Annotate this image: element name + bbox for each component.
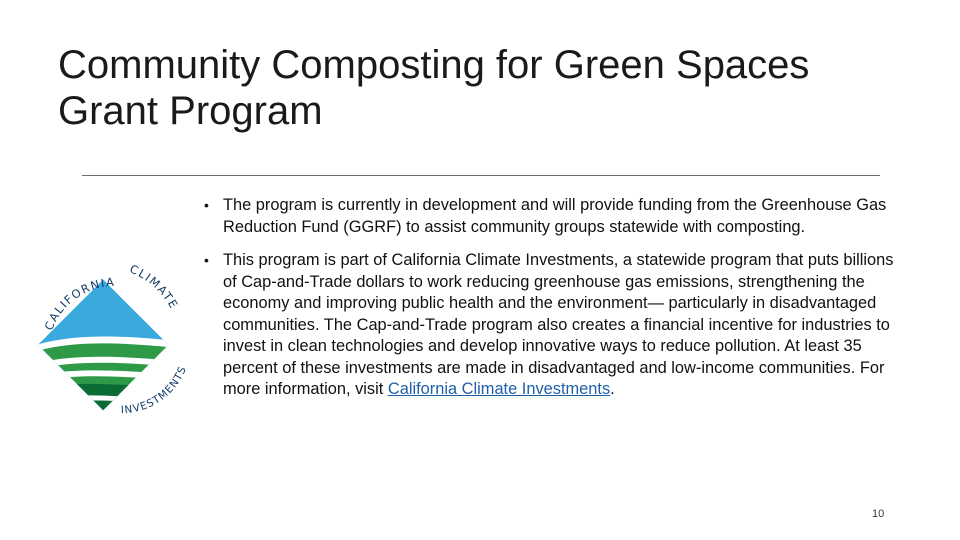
logo-text-investments: INVESTMENTS: [120, 364, 190, 417]
slide-title: Community Composting for Green Spaces Grant Program: [58, 43, 810, 133]
bullet-text: This program is part of California Climate Investments, a statewide program that puts billions of Cap-and-Trade dollars to work reducing greenhouse gas emissions, strengthening the economy and improving public health and the environment— particularly in disadvantaged communities. The Cap-and-Trade program also creates a financial incentive for industries to invest in clean technologies and develop innovative ways to reduce pollution. At least 35 percent of these investments are made in disadvantaged and low-income communities. For more information, visit: [223, 251, 894, 398]
bullet-mark: •: [204, 197, 209, 213]
title-divider: [82, 175, 880, 176]
page-number: 10: [872, 508, 885, 520]
logo-text-california: CALIFORNIA: [41, 274, 116, 333]
california-climate-investments-logo: [30, 250, 208, 428]
logo-text-climate: CLIMATE: [127, 261, 182, 312]
bullet-mark: •: [204, 252, 209, 268]
bullet-item: [200, 195, 910, 238]
bullet-item: [200, 250, 910, 401]
bullet-text-end: .: [610, 380, 615, 398]
california-climate-investments-link[interactable]: California Climate Investments: [387, 380, 611, 398]
bullet-list: [200, 195, 910, 401]
bullet-text: The program is currently in development and will provide funding from the Greenhouse Gas Reduction Fund (GGRF) to assist community groups statewide with composting.: [223, 196, 887, 236]
